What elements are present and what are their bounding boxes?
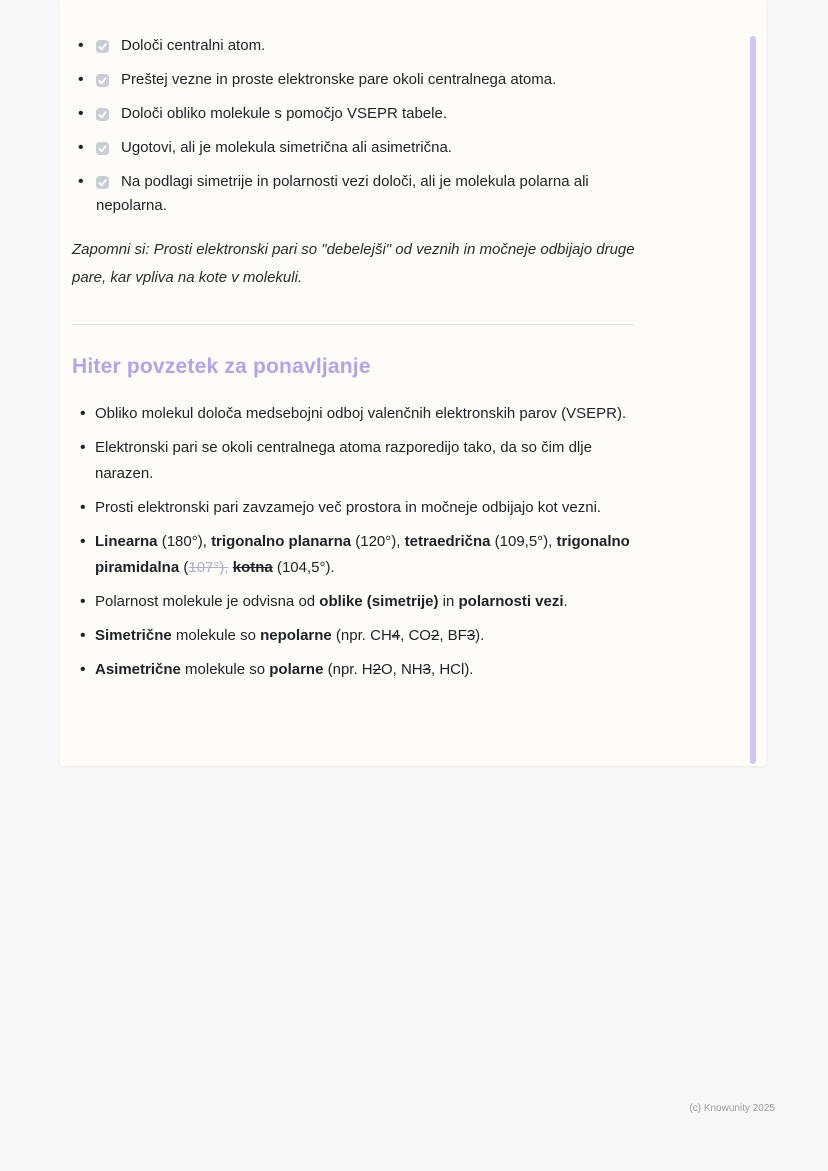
checkbox-checked-icon[interactable] — [96, 142, 109, 155]
summary-item — [72, 401, 646, 427]
text-segment: Simetrične — [95, 627, 172, 644]
summary-item — [72, 623, 646, 649]
reminder-note: Zapomni si: Prosti elektronski pari so "debelejši" od veznih in močneje odbijajo druge pare, kar vpliva na kote v molekuli. — [72, 241, 635, 286]
section-divider — [72, 324, 634, 325]
scrollbar-thumb[interactable] — [750, 36, 756, 764]
text-segment: (npr. H — [323, 661, 373, 678]
checklist-item-text: Določi obliko molekule s pomočjo VSEPR tabele. — [121, 105, 447, 122]
text-segment: Obliko molekul določa medsebojni odboj valenčnih elektronskih parov (VSEPR). — [95, 405, 627, 422]
text-segment: molekule so — [180, 661, 270, 678]
text-segment: , BF — [439, 627, 467, 644]
summary-item — [72, 529, 646, 581]
text-segment: 107°), — [188, 559, 229, 576]
checklist-item-text: Na podlagi simetrije in polarnosti vezi določi, ali je molekula polarna ali nepolarna. — [96, 173, 589, 214]
text-segment: 3 — [422, 661, 431, 678]
summary-heading: Hiter povzetek za ponavljanje — [72, 355, 371, 378]
checkbox-checked-icon[interactable] — [96, 40, 109, 53]
text-segment: trigonalno piramidalna — [95, 533, 630, 576]
checkbox-checked-icon[interactable] — [96, 176, 109, 189]
text-segment: molekule so — [171, 627, 261, 644]
text-segment: Linearna — [95, 533, 158, 550]
checklist-item-text: Ugotovi, ali je molekula simetrična ali asimetrična. — [121, 139, 452, 156]
text-segment: (109,5°), — [490, 533, 557, 550]
text-segment: , CO — [400, 627, 431, 644]
summary-item — [72, 495, 646, 521]
text-segment: Prosti elektronski pari zavzamejo več prostora in močneje odbijajo kot vezni. — [95, 499, 602, 516]
text-segment: 3 — [466, 627, 476, 644]
text-segment: (npr. CH — [331, 627, 392, 644]
checklist-item-text: Preštej vezne in proste elektronske pare okoli centralnega atoma. — [121, 71, 557, 88]
checklist-item — [72, 102, 646, 126]
text-segment: 2 — [430, 627, 440, 644]
checklist-item-text: Določi centralni atom. — [121, 37, 266, 54]
text-segment: . — [563, 593, 568, 610]
checklist — [72, 34, 646, 218]
text-segment: trigonalno planarna — [211, 533, 352, 550]
text-segment: Elektronski pari se okoli centralnega atoma razporedijo tako, da so čim dlje narazen. — [95, 439, 592, 482]
checklist-item — [72, 68, 646, 92]
text-segment: (120°), — [351, 533, 405, 550]
text-segment: O, NH — [380, 661, 423, 678]
text-segment: oblike (simetrije) — [319, 593, 439, 610]
text-segment: polarnosti vezi — [458, 593, 564, 610]
text-segment: in — [438, 593, 459, 610]
summary-item — [72, 435, 646, 487]
text-segment: kotna — [232, 559, 273, 576]
text-segment: 104,5°). — [281, 559, 335, 576]
text-segment: ). — [475, 627, 485, 644]
checklist-item — [72, 136, 646, 160]
text-segment: ( — [179, 559, 189, 576]
text-segment: 4 — [391, 627, 401, 644]
text-segment: polarne — [269, 661, 324, 678]
note-content — [72, 34, 646, 683]
text-segment: , HCl). — [430, 661, 474, 678]
checkbox-checked-icon[interactable] — [96, 108, 109, 121]
checklist-item — [72, 170, 646, 218]
summary-item — [72, 589, 646, 615]
text-segment: 2 — [372, 661, 381, 678]
summary-item — [72, 657, 646, 683]
text-segment: nepolarne — [260, 627, 332, 644]
text-segment: Asimetrične — [95, 661, 181, 678]
text-segment: Polarnost molekule je odvisna od — [95, 593, 320, 610]
text-segment: (180°), — [157, 533, 212, 550]
text-segment: tetraedrična — [404, 533, 491, 550]
text-segment: ( — [272, 559, 282, 576]
footer-copyright: (c) Knowunity 2025 — [689, 1103, 775, 1114]
note-card — [60, 0, 766, 766]
checklist-item — [72, 34, 646, 58]
summary-list — [72, 401, 646, 683]
checkbox-checked-icon[interactable] — [96, 74, 109, 87]
